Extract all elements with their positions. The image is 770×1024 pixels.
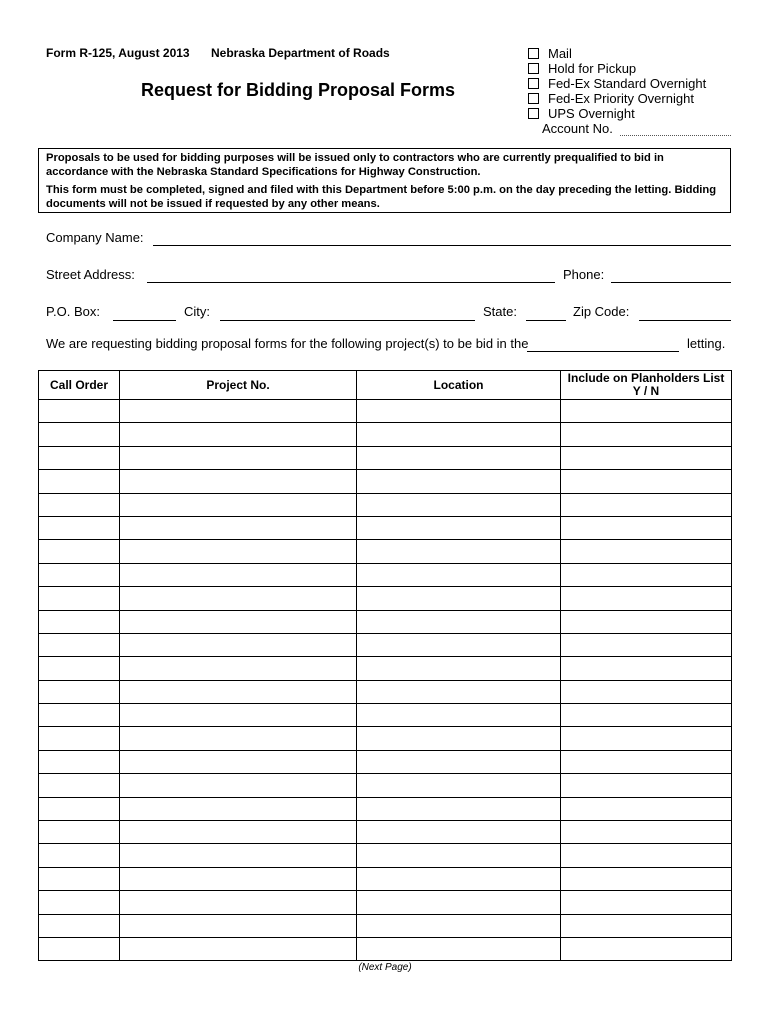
location-cell[interactable] [357, 914, 561, 937]
location-cell[interactable] [357, 704, 561, 727]
company-name-field[interactable] [153, 245, 731, 246]
phone-field[interactable] [611, 282, 731, 283]
account-no-field[interactable] [620, 135, 731, 136]
delivery-option-fedex-priority[interactable] [528, 91, 706, 106]
call-order-cell[interactable] [39, 423, 120, 446]
checkbox-mail[interactable] [528, 48, 539, 59]
project-no-cell[interactable] [120, 914, 357, 937]
project-no-cell[interactable] [120, 750, 357, 773]
location-cell[interactable] [357, 470, 561, 493]
phone-label: Phone: [563, 267, 605, 282]
location-cell[interactable] [357, 657, 561, 680]
location-cell[interactable] [357, 821, 561, 844]
planholders-cell[interactable] [561, 610, 732, 633]
project-no-cell[interactable] [120, 470, 357, 493]
call-order-cell[interactable] [39, 680, 120, 703]
planholders-cell[interactable] [561, 446, 732, 469]
table-row [39, 774, 732, 797]
planholders-cell[interactable] [561, 400, 732, 423]
table-row [39, 540, 732, 563]
table-row [39, 423, 732, 446]
project-no-cell[interactable] [120, 891, 357, 914]
location-cell[interactable] [357, 867, 561, 890]
call-order-cell[interactable] [39, 633, 120, 656]
request-sentence: We are requesting bidding proposal forms for the following project(s) to be bid in the [46, 336, 529, 351]
department-name: Nebraska Department of Roads [211, 46, 390, 60]
planholders-cell[interactable] [561, 750, 732, 773]
delivery-option-label: UPS Overnight [548, 106, 635, 121]
table-row [39, 563, 732, 586]
projects-table [38, 370, 732, 961]
planholders-cell[interactable] [561, 680, 732, 703]
notice-box [38, 148, 731, 213]
po-box-field[interactable] [113, 320, 176, 321]
table-row [39, 914, 732, 937]
street-address-label: Street Address: [46, 267, 135, 282]
call-order-cell[interactable] [39, 704, 120, 727]
delivery-option-label: Fed-Ex Standard Overnight [548, 76, 707, 91]
location-cell[interactable] [357, 727, 561, 750]
column-header-location: Location [357, 371, 561, 400]
table-body [39, 400, 732, 961]
table-row [39, 797, 732, 820]
planholders-cell[interactable] [561, 516, 732, 539]
project-no-cell[interactable] [120, 446, 357, 469]
project-no-cell[interactable] [120, 563, 357, 586]
table-row [39, 610, 732, 633]
next-page-note: (Next Page) [358, 962, 412, 973]
delivery-option-label: Fed-Ex Priority Overnight [548, 91, 694, 106]
location-cell[interactable] [357, 937, 561, 960]
project-no-cell[interactable] [120, 844, 357, 867]
page-title: Request for Bidding Proposal Forms [141, 80, 456, 100]
call-order-cell[interactable] [39, 937, 120, 960]
project-no-cell[interactable] [120, 727, 357, 750]
checkbox-ups-overnight[interactable] [528, 108, 539, 119]
project-no-cell[interactable] [120, 704, 357, 727]
planholders-cell[interactable] [561, 587, 732, 610]
location-cell[interactable] [357, 493, 561, 516]
project-no-cell[interactable] [120, 937, 357, 960]
form-id: Form R-125, August 2013 [46, 46, 190, 60]
location-cell[interactable] [357, 587, 561, 610]
call-order-cell[interactable] [39, 727, 120, 750]
table-row [39, 470, 732, 493]
checkbox-fedex-standard[interactable] [528, 78, 539, 89]
delivery-option-fedex-standard[interactable] [528, 76, 706, 91]
zip-code-label: Zip Code: [573, 304, 630, 319]
table-row [39, 587, 732, 610]
planholders-cell[interactable] [561, 633, 732, 656]
table-row [39, 704, 732, 727]
table-row [39, 844, 732, 867]
planholders-cell[interactable] [561, 540, 732, 563]
table-header-row [39, 371, 732, 400]
checkbox-hold-for-pickup[interactable] [528, 63, 539, 74]
zip-code-field[interactable] [639, 320, 731, 321]
table-row [39, 400, 732, 423]
call-order-cell[interactable] [39, 797, 120, 820]
delivery-option-label: Hold for Pickup [548, 61, 637, 76]
call-order-cell[interactable] [39, 470, 120, 493]
state-label: State: [483, 304, 517, 319]
location-cell[interactable] [357, 844, 561, 867]
planholders-cell[interactable] [561, 423, 732, 446]
planholders-cell[interactable] [561, 493, 732, 516]
planholders-cell[interactable] [561, 563, 732, 586]
table-row [39, 867, 732, 890]
project-no-cell[interactable] [120, 423, 357, 446]
delivery-option-label: Mail [548, 46, 572, 61]
city-field[interactable] [220, 320, 475, 321]
location-cell[interactable] [357, 423, 561, 446]
planholders-cell[interactable] [561, 937, 732, 960]
table-row [39, 750, 732, 773]
location-cell[interactable] [357, 446, 561, 469]
table-row [39, 891, 732, 914]
project-no-cell[interactable] [120, 400, 357, 423]
location-cell[interactable] [357, 797, 561, 820]
planholders-cell[interactable] [561, 844, 732, 867]
location-cell[interactable] [357, 400, 561, 423]
call-order-cell[interactable] [39, 516, 120, 539]
call-order-cell[interactable] [39, 750, 120, 773]
project-no-cell[interactable] [120, 867, 357, 890]
location-cell[interactable] [357, 516, 561, 539]
project-no-cell[interactable] [120, 633, 357, 656]
company-name-label: Company Name: [46, 230, 144, 245]
delivery-option-ups-overnight[interactable] [528, 106, 706, 121]
call-order-cell[interactable] [39, 563, 120, 586]
notice-deadline: This form must be completed, signed and filed with this Department before 5:00 p.m. on the day preceding the letting. Bidding documents will not be issued if requested by any other means. [46, 184, 717, 210]
call-order-cell[interactable] [39, 587, 120, 610]
project-no-cell[interactable] [120, 797, 357, 820]
call-order-cell[interactable] [39, 610, 120, 633]
project-no-cell[interactable] [120, 610, 357, 633]
delivery-option-hold-for-pickup[interactable] [528, 61, 706, 76]
table-row [39, 727, 732, 750]
call-order-cell[interactable] [39, 400, 120, 423]
city-label: City: [184, 304, 210, 319]
state-field[interactable] [526, 320, 566, 321]
call-order-cell[interactable] [39, 891, 120, 914]
street-address-field[interactable] [147, 282, 555, 283]
table-row [39, 446, 732, 469]
location-cell[interactable] [357, 563, 561, 586]
location-cell[interactable] [357, 610, 561, 633]
table-row [39, 937, 732, 960]
call-order-cell[interactable] [39, 844, 120, 867]
project-no-cell[interactable] [120, 493, 357, 516]
delivery-option-mail[interactable] [528, 46, 706, 61]
planholders-header-line2: Y / N [632, 384, 660, 398]
planholders-cell[interactable] [561, 727, 732, 750]
call-order-cell[interactable] [39, 774, 120, 797]
call-order-cell[interactable] [39, 914, 120, 937]
project-no-cell[interactable] [120, 540, 357, 563]
planholders-cell[interactable] [561, 470, 732, 493]
project-no-cell[interactable] [120, 587, 357, 610]
project-no-cell[interactable] [120, 680, 357, 703]
location-cell[interactable] [357, 750, 561, 773]
project-no-cell[interactable] [120, 516, 357, 539]
location-cell[interactable] [357, 774, 561, 797]
account-no-label: Account No. [542, 121, 613, 136]
call-order-cell[interactable] [39, 867, 120, 890]
project-no-cell[interactable] [120, 657, 357, 680]
column-header-planholders [561, 371, 732, 400]
po-box-label: P.O. Box: [46, 304, 100, 319]
letting-date-field[interactable] [527, 351, 679, 352]
planholders-cell[interactable] [561, 867, 732, 890]
project-no-cell[interactable] [120, 821, 357, 844]
table-row [39, 493, 732, 516]
planholders-cell[interactable] [561, 704, 732, 727]
table-row [39, 633, 732, 656]
planholders-cell[interactable] [561, 657, 732, 680]
planholders-cell[interactable] [561, 774, 732, 797]
location-cell[interactable] [357, 633, 561, 656]
notice-prequalified: Proposals to be used for bidding purposes will be issued only to contractors who are currently prequalified to bid in accordance with the Nebraska Standard Specifications for Highway Construction. [46, 152, 664, 178]
planholders-header-line1: Include on Planholders List [567, 371, 725, 385]
delivery-options [528, 46, 706, 121]
location-cell[interactable] [357, 891, 561, 914]
planholders-cell[interactable] [561, 891, 732, 914]
project-no-cell[interactable] [120, 774, 357, 797]
call-order-cell[interactable] [39, 446, 120, 469]
call-order-cell[interactable] [39, 540, 120, 563]
call-order-cell[interactable] [39, 657, 120, 680]
column-header-project-no: Project No. [120, 371, 357, 400]
call-order-cell[interactable] [39, 821, 120, 844]
column-header-call-order: Call Order [39, 371, 120, 400]
location-cell[interactable] [357, 540, 561, 563]
planholders-cell[interactable] [561, 821, 732, 844]
table-row [39, 516, 732, 539]
table-row [39, 680, 732, 703]
table-row [39, 821, 732, 844]
checkbox-fedex-priority[interactable] [528, 93, 539, 104]
planholders-cell[interactable] [561, 914, 732, 937]
table-row [39, 657, 732, 680]
planholders-cell[interactable] [561, 797, 732, 820]
letting-label: letting. [687, 336, 726, 351]
location-cell[interactable] [357, 680, 561, 703]
call-order-cell[interactable] [39, 493, 120, 516]
